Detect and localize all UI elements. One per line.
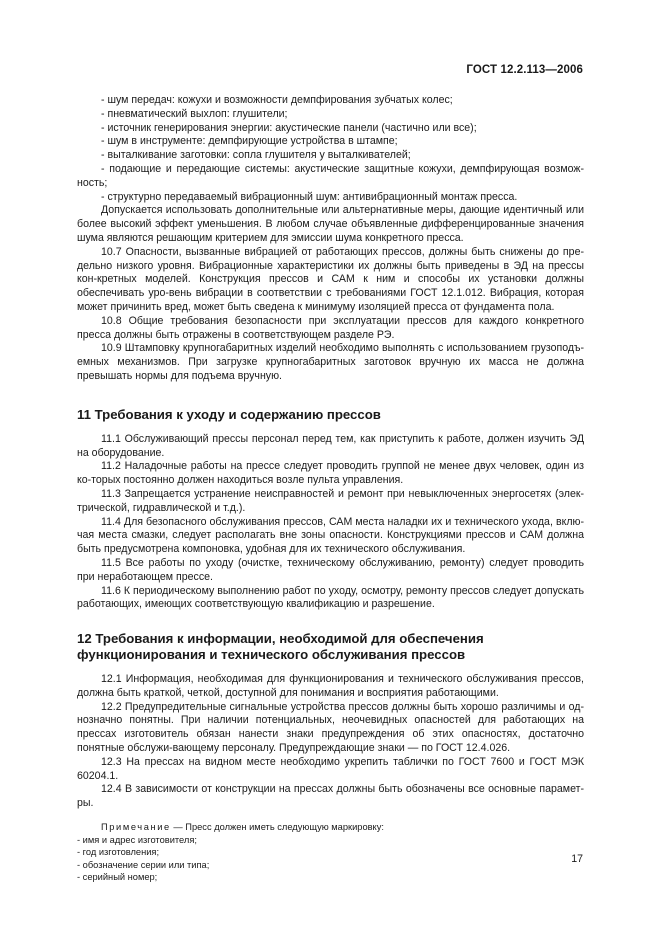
section-12-heading-line: 12 Требования к информации, необходимой для обеспечения (77, 631, 484, 647)
section-12-item: 12.2 Предупредительные сигнальные устройства прессов должны быть хорошо различимы и од-нозначно понятны. При наличии потенциальных, неочевидных опасностей для работающих на прессах изготовитель обязан нанести знаки предупреждения об этих опасностях, достаточно понятные обслужи-вающему персоналу. Предупреждающие знаки — по ГОСТ 12.4.026. (77, 700, 584, 755)
section-11-item: 11.2 Наладочные работы на прессе следует проводить группой не менее двух человек, один из ко-торых постоянно должен находиться возле пульта управления. (77, 460, 584, 487)
section-12-heading-line: функционирования и технического обслуживания прессов (77, 647, 466, 663)
paragraph-10-7: 10.7 Опасности, вызванные вибрацией от работающих прессов, должны быть снижены до пре-дельно низкого уровня. Вибрационные характеристики их должны быть приведены в ЭД на прессы кон-кретных моделей. Конструкция прессов и САМ к ним и способы их установки должны обеспечивать уро-вень вибрации в соответствии с требованиями ГОСТ 12.1.012. Вибрация, которая может причинить вред, может быть сведена к минимуму изоляцией пресса от фундамента пола. (77, 245, 584, 313)
noise-list-item: - источник генерирования энергии: акустические панели (частично или все); (101, 121, 477, 134)
page-body (77, 94, 584, 884)
noise-list-item: - пневматический выхлоп: глушители; (101, 107, 288, 120)
note-list-item: - имя и адрес изготовителя; (77, 834, 197, 845)
noise-list-item: - подающие и передающие системы: акустические защитные кожухи, демпфирующая возмож-ность; (77, 162, 584, 189)
note-list-item: - год изготовления; (77, 847, 160, 858)
section-11-heading: 11 Требования к уходу и содержанию прессов (77, 406, 381, 422)
noise-list-item: - выталкивание заготовки: сопла глушителя у выталкивателей; (101, 149, 411, 162)
section-11-item: 11.3 Запрещается устранение неисправностей и ремонт при невыключенных энергосетях (элек-трической, гидравлической и т.д.). (77, 487, 584, 514)
document-header: ГОСТ 12.2.113—2006 (466, 64, 583, 76)
section-11-item: 11.1 Обслуживающий прессы персонал перед тем, как приступить к работе, должен изучить ЭД на оборудование. (77, 432, 584, 459)
paragraph-10-9: 10.9 Штамповку крупногабаритных изделий необходимо выполнять с использованием грузоподъ-емных механизмов. При загрузке крупногабаритных заготовок вручную их масса не должна превышать нормы для подъема вручную. (77, 342, 584, 382)
noise-list-item: - шум в инструменте: демпфирующие устройства в штампе; (101, 135, 398, 148)
note-list-item: - серийный номер; (77, 872, 158, 883)
note-label: Примечание (101, 822, 171, 833)
note-heading (77, 821, 584, 834)
section-12-item: 12.1 Информация, необходимая для функционирования и технического обслуживания прессов, должна быть краткой, четкой, доступной для понимания и восприятия работающими. (77, 673, 584, 699)
section-11-item: 11.5 Все работы по уходу (очистке, техническому обслуживанию, ремонту) следует проводить при неработающем прессе. (77, 556, 584, 583)
section-12-item: 12.4 В зависимости от конструкции на прессах должны быть обозначены все основные парамет-ры. (77, 783, 584, 810)
note-list-item: - обозначение серии или типа; (77, 859, 210, 870)
note-block (77, 821, 584, 884)
noise-list-item: - шум передач: кожухи и возможности демпфирования зубчатых колес; (101, 94, 453, 106)
section-12-heading (77, 631, 584, 663)
section-11-item: 11.4 Для безопасного обслуживания прессов, САМ места наладки их и технического ухода, вклю-чая места смазки, следует располагать вне зоны опасности. Конструкциями прессов и САМ должна быть предусмотрена компоновка, удобная для их технического обслуживания. (77, 515, 584, 556)
noise-list-item: - структурно передаваемый вибрационный шум: антивибрационный монтаж пресса. (101, 190, 518, 203)
paragraph-10-8: 10.8 Общие требования безопасности при эксплуатации прессов для каждого конкретного пресса должны быть отражены в соответствующем разделе РЭ. (77, 314, 584, 341)
note-text: — Пресс должен иметь следующую маркировку: (173, 822, 384, 833)
page-number: 17 (571, 853, 583, 865)
section-11-item: 11.6 К периодическому выполнению работ по уходу, осмотру, ремонту прессов следует допускать работающих, имеющих соответствующую квалификацию и разрешение. (77, 584, 584, 611)
section-12-item: 12.3 На прессах на видном месте необходимо укрепить таблички по ГОСТ 7600 и ГОСТ МЭК 60204.1. (77, 755, 584, 782)
paragraph-additional-measures: Допускается использовать дополнительные или альтернативные меры, дающие идентичный или более высокий эффект уменьшения. В любом случае объявленные дифференцированные значения шума являются решающим критерием для эмиссии шума конкретного пресса. (77, 204, 584, 244)
